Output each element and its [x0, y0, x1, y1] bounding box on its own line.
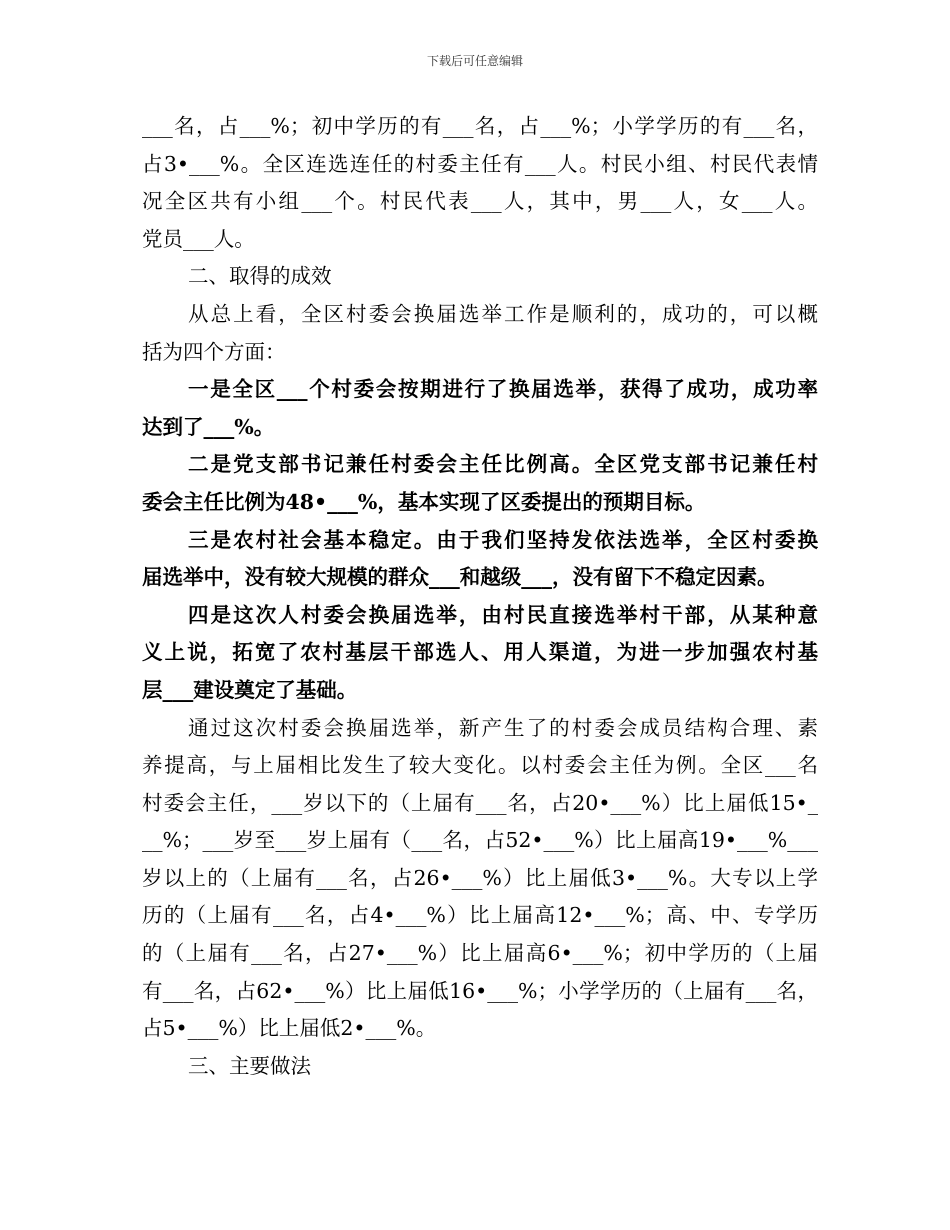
point-three-line: 三是农村社会基本稳定。由于我们坚持发依法选举，全区村委换: [188, 527, 818, 552]
body-line: 村委会主任，___岁以下的（上届有___名，占20•___%）比上届低15•_: [142, 790, 818, 815]
point-two-line: 二是党支部书记兼任村委会主任比例高。全区党支部书记兼任村: [188, 452, 818, 477]
page-header: 下载后可任意编辑: [426, 54, 523, 68]
point-two-line: 委会主任比例为48•___%，基本实现了区委提出的预期目标。: [142, 489, 706, 514]
body-line: __%；___岁至___岁上届有（___名，占52•___%）比上届高19•___%___: [142, 828, 818, 853]
body-line: 党员___人。: [142, 226, 255, 251]
body-line: 的（上届有___名，占27•___%）比上届高6•___%；初中学历的（上届: [142, 941, 818, 966]
body-line: 况全区共有小组___个。村民代表___人，其中，男___人，女___人。: [142, 189, 818, 214]
body-line: 占3•___%。全区连选连任的村委主任有___人。村民小组、村民代表情: [142, 151, 818, 176]
point-three-line: 届选举中，没有较大规模的群众___和越级___，没有留下不稳定因素。: [142, 565, 778, 590]
document-body: [142, 108, 818, 1085]
point-four-line: 义上说，拓宽了农村基层干部选人、用人渠道，为进一步加强农村基: [142, 640, 818, 665]
section-heading-results: 二、取得的成效: [188, 264, 332, 289]
point-four-line: 层___建设奠定了基础。: [142, 677, 358, 702]
section-heading-methods: 三、主要做法: [188, 1053, 311, 1078]
body-line: 岁以上的（上届有___名，占26•___%）比上届低3•___%。大专以上学: [142, 865, 818, 890]
body-line: 养提高，与上届相比发生了较大变化。以村委会主任为例。全区___名: [142, 753, 818, 778]
body-line: 通过这次村委会换届选举，新产生了的村委会成员结构合理、素: [188, 715, 818, 740]
point-one-line: 达到了___%。: [142, 414, 275, 439]
body-line: 占5•___%）比上届低2•___%。: [142, 1016, 437, 1041]
body-line: 括为四个方面：: [142, 339, 286, 364]
body-line: 有___名，占62•___%）比上届低16•___%；小学学历的（上届有___名，: [142, 978, 818, 1003]
body-line: 从总上看，全区村委会换届选举工作是顺利的，成功的，可以概: [188, 301, 818, 326]
body-line: 历的（上届有___名，占4•___%）比上届高12•___%；高、中、专学历: [142, 903, 818, 928]
point-one-line: 一是全区___个村委会按期进行了换届选举，获得了成功，成功率: [188, 377, 818, 402]
point-four-line: 四是这次人村委会换届选举，由村民直接选举村干部，从某种意: [188, 602, 818, 627]
body-line: ___名，占___%；初中学历的有___名，占___%；小学学历的有___名，: [142, 114, 818, 138]
